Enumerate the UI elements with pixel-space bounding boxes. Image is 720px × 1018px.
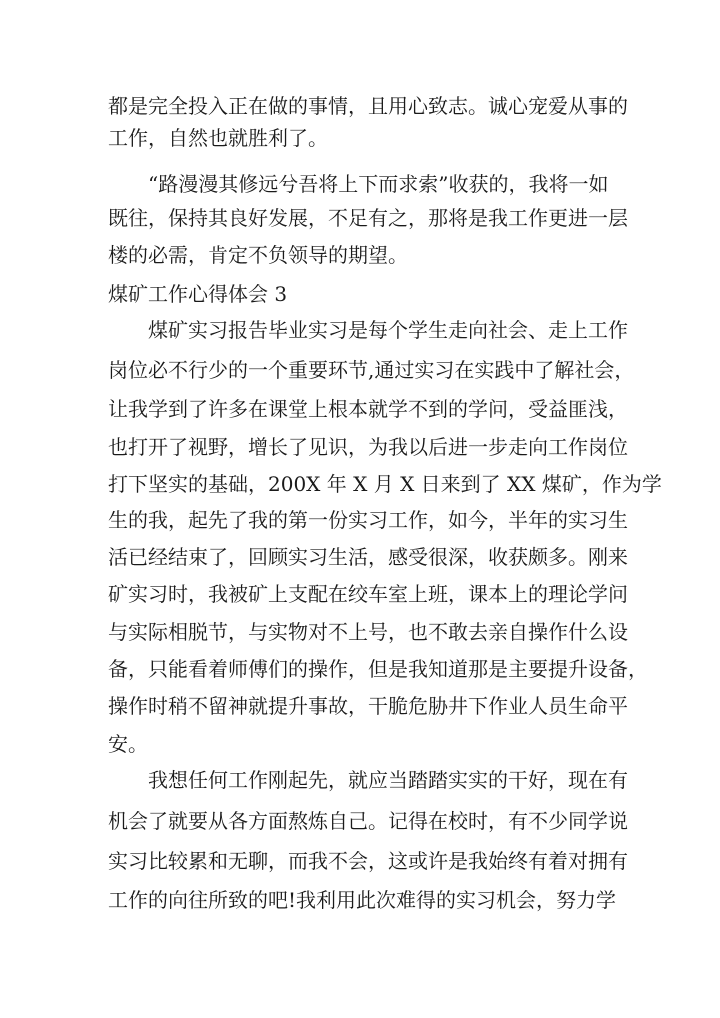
text-line: “路漫漫其修远兮吾将上下而求索”收获的，我将一如: [148, 172, 609, 196]
text-line: 我想任何工作刚起先，就应当踏踏实实的干好，现在有: [148, 768, 628, 792]
text-line: 与实际相脱节，与实物对不上号，也不敢去亲自操作什么设: [108, 620, 628, 644]
text-line: 生的我，起先了我的第一份实习工作，如今，半年的实习生: [108, 508, 628, 532]
text-line: 实习比较累和无聊，而我不会，这或许是我始终有着对拥有: [108, 849, 628, 873]
text-line: 机会了就要从各方面熬炼自己。记得在校时，有不少同学说: [108, 809, 628, 833]
text-line: 安。: [108, 732, 148, 756]
text-line: 工作的向往所致的吧!我利用此次难得的实习机会，努力学: [108, 888, 617, 912]
text-line: 既往，保持其良好发展，不足有之，那将是我工作更进一层: [108, 206, 628, 230]
text-line: 活已经结束了，回顾实习生活，感受很深，收获颇多。刚来: [108, 545, 628, 569]
section-title: 煤矿工作心得体会 3: [108, 282, 288, 306]
text-line: 让我学到了许多在课堂上根本就学不到的学问，受益匪浅，: [108, 397, 628, 421]
text-line: 也打开了视野，增长了见识，为我以后进一步走向工作岗位: [108, 435, 628, 459]
text-line: 煤矿实习报告毕业实习是每个学生走向社会、走上工作: [148, 318, 628, 342]
text-line: 都是完全投入正在做的事情，且用心致志。诚心宠爱从事的: [108, 94, 628, 118]
text-line: 岗位必不行少的一个重要环节,通过实习在实践中了解社会，: [108, 358, 635, 382]
text-line: 操作时稍不留神就提升事故，干脆危胁井下作业人员生命平: [108, 694, 628, 718]
text-line: 工作，自然也就胜利了。: [108, 126, 328, 150]
text-line: 楼的必需，肯定不负领导的期望。: [108, 243, 408, 267]
text-line: 打下坚实的基础，200X 年 X 月 X 日来到了 XX 煤矿，作为学: [108, 472, 662, 496]
text-line: 矿实习时，我被矿上支配在绞车室上班，课本上的理论学问: [108, 582, 628, 606]
text-line: 备，只能看着师傅们的操作，但是我知道那是主要提升设备，: [108, 657, 648, 681]
